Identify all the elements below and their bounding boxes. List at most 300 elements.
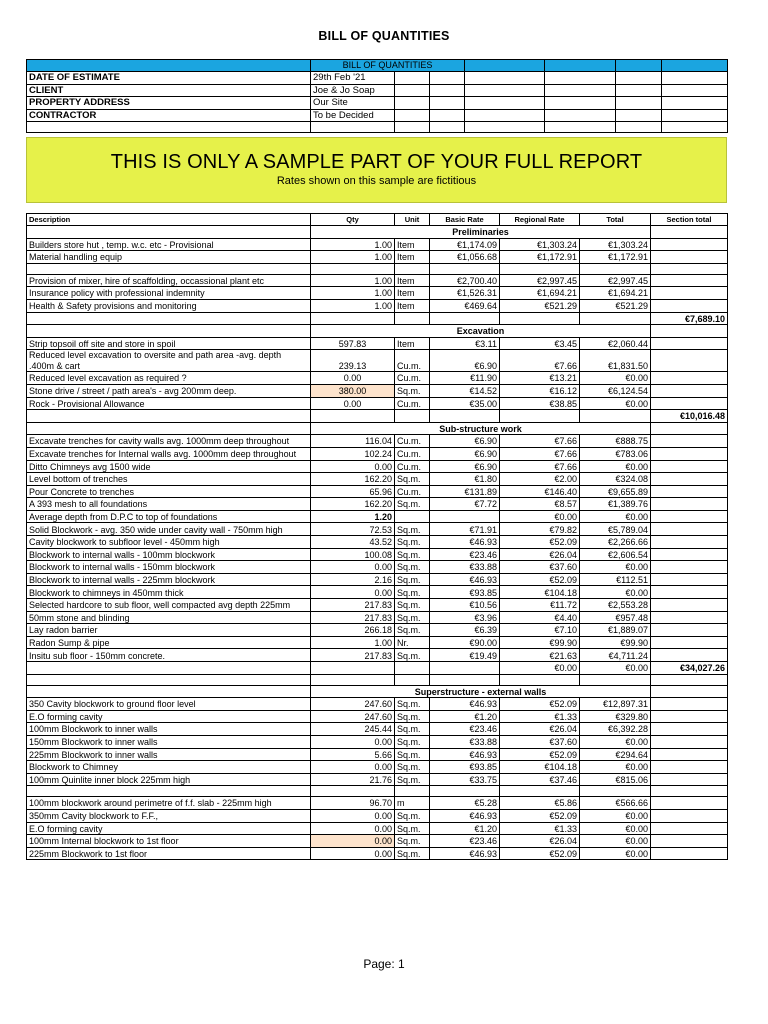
item-description <box>27 662 311 675</box>
item-unit: Cu.m. <box>395 435 430 448</box>
item-total: €12,897.31 <box>580 698 651 711</box>
table-cell <box>651 498 728 511</box>
item-description: 350mm Cavity blockwork to F.F., <box>27 809 311 822</box>
table-row <box>27 536 728 549</box>
item-description: Health & Safety provisions and monitoring <box>27 299 311 312</box>
table-cell <box>500 263 580 274</box>
item-total: €1,389.76 <box>580 498 651 511</box>
item-unit: Item <box>395 299 430 312</box>
item-regional-rate: €21.63 <box>500 649 580 662</box>
table-row <box>27 649 728 662</box>
table-cell <box>651 835 728 848</box>
item-basic-rate: €1.20 <box>430 710 500 723</box>
item-basic-rate: €93.85 <box>430 586 500 599</box>
item-qty: 43.52 <box>311 536 395 549</box>
item-unit <box>395 662 430 675</box>
item-description: 100mm blockwork around perimetre of f.f. slab - 225mm high <box>27 797 311 810</box>
table-cell <box>651 797 728 810</box>
item-basic-rate <box>430 662 500 675</box>
item-unit: Sq.m. <box>395 473 430 486</box>
section-heading-row <box>27 422 728 435</box>
item-unit: Sq.m. <box>395 822 430 835</box>
item-total: €2,606.54 <box>580 548 651 561</box>
item-regional-rate: €52.09 <box>500 573 580 586</box>
item-unit: Sq.m. <box>395 624 430 637</box>
item-description: 100mm Quinlite inner block 225mm high <box>27 773 311 786</box>
item-total: €4,711.24 <box>580 649 651 662</box>
table-cell <box>395 786 430 797</box>
table-cell <box>651 447 728 460</box>
table-cell <box>311 674 395 685</box>
item-qty: 245.44 <box>311 723 395 736</box>
table-cell <box>651 649 728 662</box>
item-unit: Cu.m. <box>395 397 430 410</box>
section-total: €7,689.10 <box>651 312 728 325</box>
item-total: €521.29 <box>580 299 651 312</box>
section-total-row <box>27 312 728 325</box>
item-unit: Sq.m. <box>395 599 430 612</box>
item-total: €5,789.04 <box>580 523 651 536</box>
table-cell <box>27 674 311 685</box>
item-qty: 239.13 <box>311 350 395 372</box>
table-cell <box>651 435 728 448</box>
item-description: Rock - Provisional Allowance <box>27 397 311 410</box>
item-description: Blockwork to internal walls - 150mm blockwork <box>27 561 311 574</box>
item-qty: 0.00 <box>311 809 395 822</box>
item-total: €0.00 <box>580 662 651 675</box>
table-cell <box>651 337 728 350</box>
item-unit: Sq.m. <box>395 773 430 786</box>
item-regional-rate: €1,172.91 <box>500 251 580 264</box>
table-cell <box>430 312 500 325</box>
item-description: Blockwork to Chimney <box>27 761 311 774</box>
item-regional-rate: €7.10 <box>500 624 580 637</box>
item-basic-rate: €7.72 <box>430 498 500 511</box>
item-basic-rate: €23.46 <box>430 548 500 561</box>
item-total: €329.80 <box>580 710 651 723</box>
table-row <box>27 847 728 860</box>
section-title: Preliminaries <box>311 226 651 239</box>
table-cell <box>651 723 728 736</box>
table-cell <box>500 410 580 423</box>
item-description: 100mm Internal blockwork to 1st floor <box>27 835 311 848</box>
table-cell <box>651 674 728 685</box>
item-description: A 393 mesh to all foundations <box>27 498 311 511</box>
table-cell <box>651 847 728 860</box>
item-unit: Sq.m. <box>395 498 430 511</box>
item-basic-rate: €35.00 <box>430 397 500 410</box>
item-total: €566.66 <box>580 797 651 810</box>
table-cell <box>500 312 580 325</box>
table-cell <box>27 325 311 338</box>
item-total: €0.00 <box>580 809 651 822</box>
table-cell <box>395 312 430 325</box>
item-unit: Sq.m. <box>395 611 430 624</box>
section-total: €10,016.48 <box>651 410 728 423</box>
table-cell <box>651 523 728 536</box>
item-basic-rate: €469.64 <box>430 299 500 312</box>
item-total: €815.06 <box>580 773 651 786</box>
table-cell <box>651 226 728 239</box>
info-heading: BILL OF QUANTITIES <box>311 60 465 72</box>
table-cell <box>430 786 500 797</box>
table-cell <box>580 786 651 797</box>
item-qty: 1.00 <box>311 287 395 300</box>
item-regional-rate: €1,694.21 <box>500 287 580 300</box>
table-cell <box>27 786 311 797</box>
item-total: €112.51 <box>580 573 651 586</box>
table-cell <box>651 735 728 748</box>
item-description: Excavate trenches for cavity walls avg. 1000mm deep throughout <box>27 435 311 448</box>
info-label: PROPERTY ADDRESS <box>27 97 311 110</box>
item-total: €1,172.91 <box>580 251 651 264</box>
bill-of-quantities-table <box>26 213 728 860</box>
item-basic-rate: €131.89 <box>430 485 500 498</box>
item-basic-rate: €6.90 <box>430 435 500 448</box>
table-cell <box>651 536 728 549</box>
item-qty: 0.00 <box>311 735 395 748</box>
item-total: €1,303.24 <box>580 238 651 251</box>
item-qty: 102.24 <box>311 447 395 460</box>
item-description: Material handling equip <box>27 251 311 264</box>
item-regional-rate: €13.21 <box>500 372 580 385</box>
project-info-table <box>26 59 728 133</box>
item-qty: 217.83 <box>311 599 395 612</box>
table-row <box>27 573 728 586</box>
table-cell <box>651 573 728 586</box>
item-qty: 116.04 <box>311 435 395 448</box>
table-row <box>27 809 728 822</box>
table-row <box>27 636 728 649</box>
item-unit: Sq.m. <box>395 548 430 561</box>
item-description: Cavity blockwork to subfloor level - 450mm high <box>27 536 311 549</box>
table-row <box>27 698 728 711</box>
table-row <box>27 372 728 385</box>
item-qty: 0.00 <box>311 835 395 848</box>
item-regional-rate: €8.57 <box>500 498 580 511</box>
item-unit: Item <box>395 287 430 300</box>
item-total: €9,655.89 <box>580 485 651 498</box>
table-cell <box>580 410 651 423</box>
table-cell <box>651 422 728 435</box>
item-basic-rate: €6.90 <box>430 460 500 473</box>
table-row <box>27 397 728 410</box>
table-row <box>27 835 728 848</box>
item-basic-rate: €23.46 <box>430 835 500 848</box>
item-qty: 1.00 <box>311 636 395 649</box>
item-basic-rate: €90.00 <box>430 636 500 649</box>
item-description: Selected hardcore to sub floor, well compacted avg depth 225mm <box>27 599 311 612</box>
item-description: Insitu sub floor - 150mm concrete. <box>27 649 311 662</box>
item-regional-rate: €37.60 <box>500 561 580 574</box>
table-cell <box>311 263 395 274</box>
table-row <box>27 473 728 486</box>
table-cell <box>580 263 651 274</box>
item-regional-rate: €16.12 <box>500 384 580 397</box>
blank-row <box>27 263 728 274</box>
item-basic-rate: €1,174.09 <box>430 238 500 251</box>
table-cell <box>651 809 728 822</box>
item-description: Ditto Chimneys avg 1500 wide <box>27 460 311 473</box>
item-regional-rate: €52.09 <box>500 698 580 711</box>
info-value: Our Site <box>311 97 395 110</box>
item-basic-rate: €46.93 <box>430 809 500 822</box>
table-row <box>27 510 728 523</box>
item-regional-rate: €11.72 <box>500 599 580 612</box>
info-label: CLIENT <box>27 84 311 97</box>
column-header: Description <box>27 214 311 226</box>
item-description: 50mm stone and blinding <box>27 611 311 624</box>
item-regional-rate: €0.00 <box>500 510 580 523</box>
item-qty: 266.18 <box>311 624 395 637</box>
item-description: Strip topsoil off site and store in spoil <box>27 337 311 350</box>
item-total: €2,997.45 <box>580 274 651 287</box>
item-total: €0.00 <box>580 586 651 599</box>
item-total: €2,266.66 <box>580 536 651 549</box>
item-regional-rate: €37.46 <box>500 773 580 786</box>
item-total: €99.90 <box>580 636 651 649</box>
item-description: E.O forming cavity <box>27 710 311 723</box>
item-regional-rate: €7.66 <box>500 435 580 448</box>
table-cell <box>651 263 728 274</box>
item-basic-rate: €23.46 <box>430 723 500 736</box>
item-total: €0.00 <box>580 460 651 473</box>
item-basic-rate: €46.93 <box>430 847 500 860</box>
document-title: BILL OF QUANTITIES <box>318 29 450 43</box>
item-basic-rate: €19.49 <box>430 649 500 662</box>
table-cell <box>651 325 728 338</box>
item-qty: 0.00 <box>311 586 395 599</box>
table-cell <box>395 674 430 685</box>
table-cell <box>651 384 728 397</box>
item-description: Stone drive / street / path area's - avg 200mm deep. <box>27 384 311 397</box>
item-regional-rate: €104.18 <box>500 586 580 599</box>
table-cell <box>651 586 728 599</box>
table-cell <box>651 485 728 498</box>
item-regional-rate: €52.09 <box>500 536 580 549</box>
item-qty: 0.00 <box>311 397 395 410</box>
item-regional-rate: €521.29 <box>500 299 580 312</box>
table-cell <box>27 226 311 239</box>
table-cell <box>651 251 728 264</box>
item-qty: 1.00 <box>311 274 395 287</box>
banner-subtitle: Rates shown on this sample are fictitious <box>276 175 477 187</box>
section-title: Sub-structure work <box>311 422 651 435</box>
blank-row <box>27 674 728 685</box>
item-unit: Sq.m. <box>395 710 430 723</box>
item-qty: 1.00 <box>311 251 395 264</box>
item-unit: Sq.m. <box>395 561 430 574</box>
table-cell <box>27 263 311 274</box>
item-qty: 380.00 <box>311 384 395 397</box>
table-row <box>27 251 728 264</box>
item-description: 150mm Blockwork to inner walls <box>27 735 311 748</box>
item-unit: Item <box>395 251 430 264</box>
item-total: €0.00 <box>580 835 651 848</box>
item-qty: 217.83 <box>311 611 395 624</box>
table-row <box>27 735 728 748</box>
item-basic-rate: €1.80 <box>430 473 500 486</box>
item-unit: Item <box>395 274 430 287</box>
table-cell <box>651 473 728 486</box>
item-description: 225mm Blockwork to inner walls <box>27 748 311 761</box>
table-cell <box>651 397 728 410</box>
table-row <box>27 460 728 473</box>
table-cell <box>651 761 728 774</box>
item-qty: 1.00 <box>311 238 395 251</box>
item-qty: 72.53 <box>311 523 395 536</box>
table-row <box>27 748 728 761</box>
section-title: Excavation <box>311 325 651 338</box>
table-cell <box>311 312 395 325</box>
item-unit: Sq.m. <box>395 835 430 848</box>
item-regional-rate: €26.04 <box>500 835 580 848</box>
info-value: To be Decided <box>311 109 395 122</box>
item-regional-rate: €52.09 <box>500 748 580 761</box>
column-header: Total <box>580 214 651 226</box>
table-row <box>27 274 728 287</box>
item-basic-rate: €6.90 <box>430 350 500 372</box>
item-description: Builders store hut , temp. w.c. etc - Provisional <box>27 238 311 251</box>
item-basic-rate: €46.93 <box>430 573 500 586</box>
table-cell <box>500 674 580 685</box>
item-basic-rate: €46.93 <box>430 698 500 711</box>
table-row <box>27 797 728 810</box>
item-qty: 2.16 <box>311 573 395 586</box>
column-header: Unit <box>395 214 430 226</box>
table-row <box>27 586 728 599</box>
info-value: 29th Feb '21 <box>311 72 395 85</box>
item-total: €0.00 <box>580 510 651 523</box>
table-row <box>27 822 728 835</box>
table-row <box>27 662 728 675</box>
item-basic-rate: €1,526.31 <box>430 287 500 300</box>
table-cell <box>651 460 728 473</box>
item-description: Blockwork to chimneys in 450mm thick <box>27 586 311 599</box>
item-description: 100mm Blockwork to inner walls <box>27 723 311 736</box>
item-basic-rate: €5.28 <box>430 797 500 810</box>
info-label: DATE OF ESTIMATE <box>27 72 311 85</box>
table-row <box>27 238 728 251</box>
item-unit: Cu.m. <box>395 350 430 372</box>
item-basic-rate: €71.91 <box>430 523 500 536</box>
item-unit: Sq.m. <box>395 723 430 736</box>
item-description: Blockwork to internal walls - 225mm blockwork <box>27 573 311 586</box>
item-regional-rate: €79.82 <box>500 523 580 536</box>
table-cell <box>651 372 728 385</box>
item-regional-rate: €7.66 <box>500 350 580 372</box>
item-description: Radon Sump & pipe <box>27 636 311 649</box>
item-regional-rate: €52.09 <box>500 847 580 860</box>
item-unit: Sq.m. <box>395 384 430 397</box>
item-description: 350 Cavity blockwork to ground floor level <box>27 698 311 711</box>
item-total: €888.75 <box>580 435 651 448</box>
table-cell <box>651 287 728 300</box>
item-unit: Sq.m. <box>395 735 430 748</box>
item-total: €1,831.50 <box>580 350 651 372</box>
item-description: E.O forming cavity <box>27 822 311 835</box>
item-description: Solid Blockwork - avg. 350 wide under cavity wall - 750mm high <box>27 523 311 536</box>
item-regional-rate: €1.33 <box>500 710 580 723</box>
item-basic-rate: €1.20 <box>430 822 500 835</box>
table-cell <box>651 698 728 711</box>
item-regional-rate: €52.09 <box>500 809 580 822</box>
item-description: Average depth from D.P.C to top of foundations <box>27 510 311 523</box>
item-unit: Cu.m. <box>395 460 430 473</box>
table-cell <box>395 263 430 274</box>
table-header-row <box>27 214 728 226</box>
item-total: €0.00 <box>580 561 651 574</box>
item-regional-rate: €99.90 <box>500 636 580 649</box>
table-row <box>27 435 728 448</box>
table-row <box>27 299 728 312</box>
table-cell <box>651 238 728 251</box>
item-regional-rate: €37.60 <box>500 735 580 748</box>
item-total: €1,694.21 <box>580 287 651 300</box>
table-row <box>27 548 728 561</box>
section-heading-row <box>27 685 728 698</box>
item-qty: 100.08 <box>311 548 395 561</box>
item-unit: Sq.m. <box>395 847 430 860</box>
table-cell <box>27 410 311 423</box>
item-unit: Cu.m. <box>395 372 430 385</box>
item-unit: Sq.m. <box>395 748 430 761</box>
item-regional-rate: €1.33 <box>500 822 580 835</box>
blank-row <box>27 786 728 797</box>
item-description: Pour Concrete to trenches <box>27 485 311 498</box>
item-basic-rate: €33.88 <box>430 735 500 748</box>
table-row <box>27 773 728 786</box>
item-total: €0.00 <box>580 822 651 835</box>
table-cell <box>651 748 728 761</box>
item-regional-rate: €26.04 <box>500 548 580 561</box>
item-unit: Sq.m. <box>395 523 430 536</box>
section-total-row <box>27 410 728 423</box>
table-row <box>27 498 728 511</box>
item-unit: Sq.m. <box>395 573 430 586</box>
table-cell <box>27 312 311 325</box>
item-description: Reduced level excavation to oversite and path area -avg. depth .400m & cart <box>27 350 311 372</box>
table-row <box>27 710 728 723</box>
section-heading-row <box>27 226 728 239</box>
item-regional-rate: €38.85 <box>500 397 580 410</box>
table-cell <box>651 685 728 698</box>
table-cell <box>651 599 728 612</box>
item-unit: Cu.m. <box>395 447 430 460</box>
item-total: €2,553.28 <box>580 599 651 612</box>
item-basic-rate: €3.11 <box>430 337 500 350</box>
table-cell <box>311 786 395 797</box>
item-unit: Sq.m. <box>395 761 430 774</box>
item-unit <box>395 510 430 523</box>
item-regional-rate: €104.18 <box>500 761 580 774</box>
item-description: 225mm Blockwork to 1st floor <box>27 847 311 860</box>
item-qty: 65.96 <box>311 485 395 498</box>
table-cell <box>430 263 500 274</box>
table-cell <box>580 312 651 325</box>
table-cell <box>500 786 580 797</box>
table-cell <box>651 710 728 723</box>
item-total: €0.00 <box>580 372 651 385</box>
item-unit: Sq.m. <box>395 586 430 599</box>
column-header: Basic Rate <box>430 214 500 226</box>
item-total: €0.00 <box>580 847 651 860</box>
item-regional-rate: €7.66 <box>500 447 580 460</box>
info-label: CONTRACTOR <box>27 109 311 122</box>
item-total: €324.08 <box>580 473 651 486</box>
item-description: Insurance policy with professional indemnity <box>27 287 311 300</box>
table-row <box>27 447 728 460</box>
